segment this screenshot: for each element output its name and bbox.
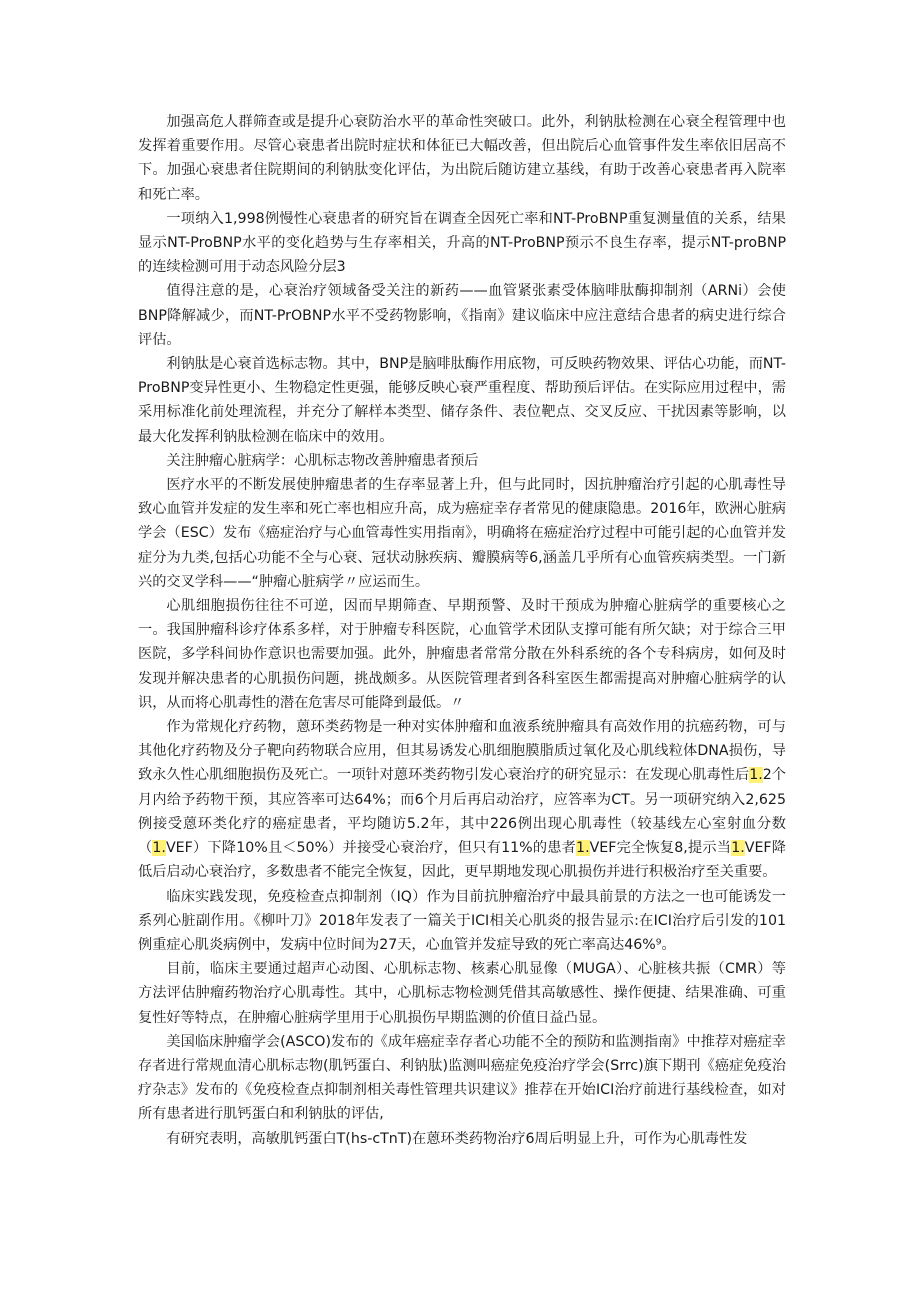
paragraph bbox=[138, 715, 786, 884]
highlighted-text: 1. bbox=[576, 840, 590, 857]
paragraph: 一项纳入1,998例慢性心衰患者的研究旨在调查全因死亡率和NT-ProBNP重复测量值的关系，结果显示NT-ProBNP水平的变化趋势与生存率相关，升高的NT-ProBNP预示不良生存率，提示NT-proBNP的连续检测可用于动态风险分层3 bbox=[138, 210, 786, 276]
paragraph: 有研究表明，高敏肌钙蛋白T(hs-cTnT)在蒽环类药物治疗6周后明显上升，可作为心肌毒性发 bbox=[166, 1130, 748, 1147]
paragraph: 加强高危人群筛查或是提升心衰防治水平的革命性突破口。此外，利钠肽检测在心衰全程管理中也发挥着重要作用。尽管心衰患者出院时症状和体征已大幅改善，但出院后心血管事件发生率依旧居高不下。加强心衰患者住院期间的利钠肽变化评估，为出院后随访建立基线，有助于改善心衰患者再入院率和死亡率。 bbox=[138, 114, 786, 203]
highlighted-text: 1. bbox=[152, 840, 166, 857]
text-run: 作为常规化疗药物，蒽环类药物是一种对实体肿瘤和血液系统肿瘤具有高效作用的抗癌药物，可与其他化疗药物及分子靶向药物联合应用，但其易诱发心肌细胞膜脂质过氧化及心肌线粒体DNA损伤，导致永久性心肌细胞损伤及死亡。一项针对蒽环类药物引发心衰治疗的研究显示：在发现心肌毒性后 bbox=[138, 719, 786, 784]
paragraph: 值得注意的是，心衰治疗领域备受关注的新药——血管紧张素受体脑啡肽酶抑制剂（ARNi）会使BNP降解减少，而NT-PrOBNP水平不受药物影响，《指南》建议临床中应注意结合患者的病史进行综合评估。 bbox=[138, 283, 786, 348]
paragraph: 医疗水平的不断发展使肿瘤患者的生存率显著上升，但与此同时，因抗肿瘤治疗引起的心肌毒性导致心血管并发症的发生率和死亡率也相应升高，成为癌症幸存者常见的健康隐患。2016年，欧洲心脏病学会（ESC）发布《癌症治疗与心血管毒性实用指南》，明确将在癌症治疗过程中可能引起的心血管并发症分为九类,包括心功能不全与心衰、冠状动脉疾病、瓣膜病等6,涵盖几乎所有心血管疾病类型。一门新兴的交叉学科——“肿瘤心脏病学〃应运而生。 bbox=[138, 477, 786, 590]
text-run: 2个月内给予药物干预，其应答率可达64%；而6个月后再启动治疗，应答率为CT。另一项研究纳入2,625例接受蒽环类化疗的癌症患者，平均随访5.2年，其中226例出现心肌毒性（较基线左心室射血分数（ bbox=[138, 767, 786, 857]
text-run: VEF完全恢复8,提示当 bbox=[589, 840, 732, 857]
highlighted-text: 1. bbox=[731, 840, 745, 857]
paragraph: 利钠肽是心衰首选标志物。其中，BNP是脑啡肽酶作用底物，可反映药物效果、评估心功能，而NT-ProBNP变异性更小、生物稳定性更强，能够反映心衰严重程度、帮助预后评估。在实际应用过程中，需采用标准化前处理流程，并充分了解样本类型、储存条件、表位靶点、交叉反应、干扰因素等影响，以最大化发挥利钠肽检测在临床中的效用。 bbox=[138, 356, 786, 445]
document-body bbox=[138, 110, 786, 1151]
highlighted-text: 1. bbox=[749, 767, 763, 784]
paragraph: 临床实践发现，免疫检查点抑制剂（IQ）作为目前抗肿瘤治疗中最具前景的方法之一也可能诱发一系列心脏副作用。《柳叶刀》2018年发表了一篇关于ICI相关心肌炎的报告显示:在ICI治疗后引发的101例重症心肌炎病例中，发病中位时间为27天，心血管并发症导致的死亡率高达46%⁹。 bbox=[138, 888, 786, 953]
paragraph: 目前，临床主要通过超声心动图、心肌标志物、核素心肌显像（MUGA）、心脏核共振（CMR）等方法评估肿瘤药物治疗心肌毒性。其中，心肌标志物检测凭借其高敏感性、操作便捷、结果准确、可重复性好等特点，在肿瘤心脏病学里用于心肌损伤早期监测的价值日益凸显。 bbox=[138, 961, 786, 1026]
paragraph: 心肌细胞损伤往往不可逆，因而早期筛查、早期预警、及时干预成为肿瘤心脏病学的重要核心之一。我国肿瘤科诊疗体系多样，对于肿瘤专科医院，心血管学术团队支撑可能有所欠缺；对于综合三甲医院，多学科间协作意识也需要加强。此外，肿瘤患者常常分散在外科系统的各个专科病房，如何及时发现并解决患者的心肌损伤问题，挑战颇多。从医院管理者到各科室医生都需提高对肿瘤心脏病学的认识，从而将心肌毒性的潜在危害尽可能降到最低。〃 bbox=[138, 598, 786, 711]
text-run: VEF降低后启动心衰治疗，多数患者不能完全恢复，因此，更早期地发现心肌损伤并进行积极治疗至关重要。 bbox=[138, 840, 786, 881]
paragraph: 美国临床肿瘤学会(ASCO)发布的《成年癌症幸存者心功能不全的预防和监测指南》中推荐对癌症幸存者进行常规血清心肌标志物(肌钙蛋白、利钠肽)监测叫癌症免疫治疗学会(Srrc)旗下期刊《癌症免疫治疗杂志》发布的《免疫检查点抑制剂相关毒性管理共识建议》推荐在开始ICI治疗前进行基线检查，如对所有患者进行肌钙蛋白和利钠肽的评估, bbox=[138, 1033, 786, 1123]
text-run: VEF）下降10%且＜50%）并接受心衰治疗，但只有11%的患者 bbox=[165, 840, 577, 857]
section-heading: 关注肿瘤心脏病学：心肌标志物改善肿瘤患者预后 bbox=[166, 452, 479, 469]
